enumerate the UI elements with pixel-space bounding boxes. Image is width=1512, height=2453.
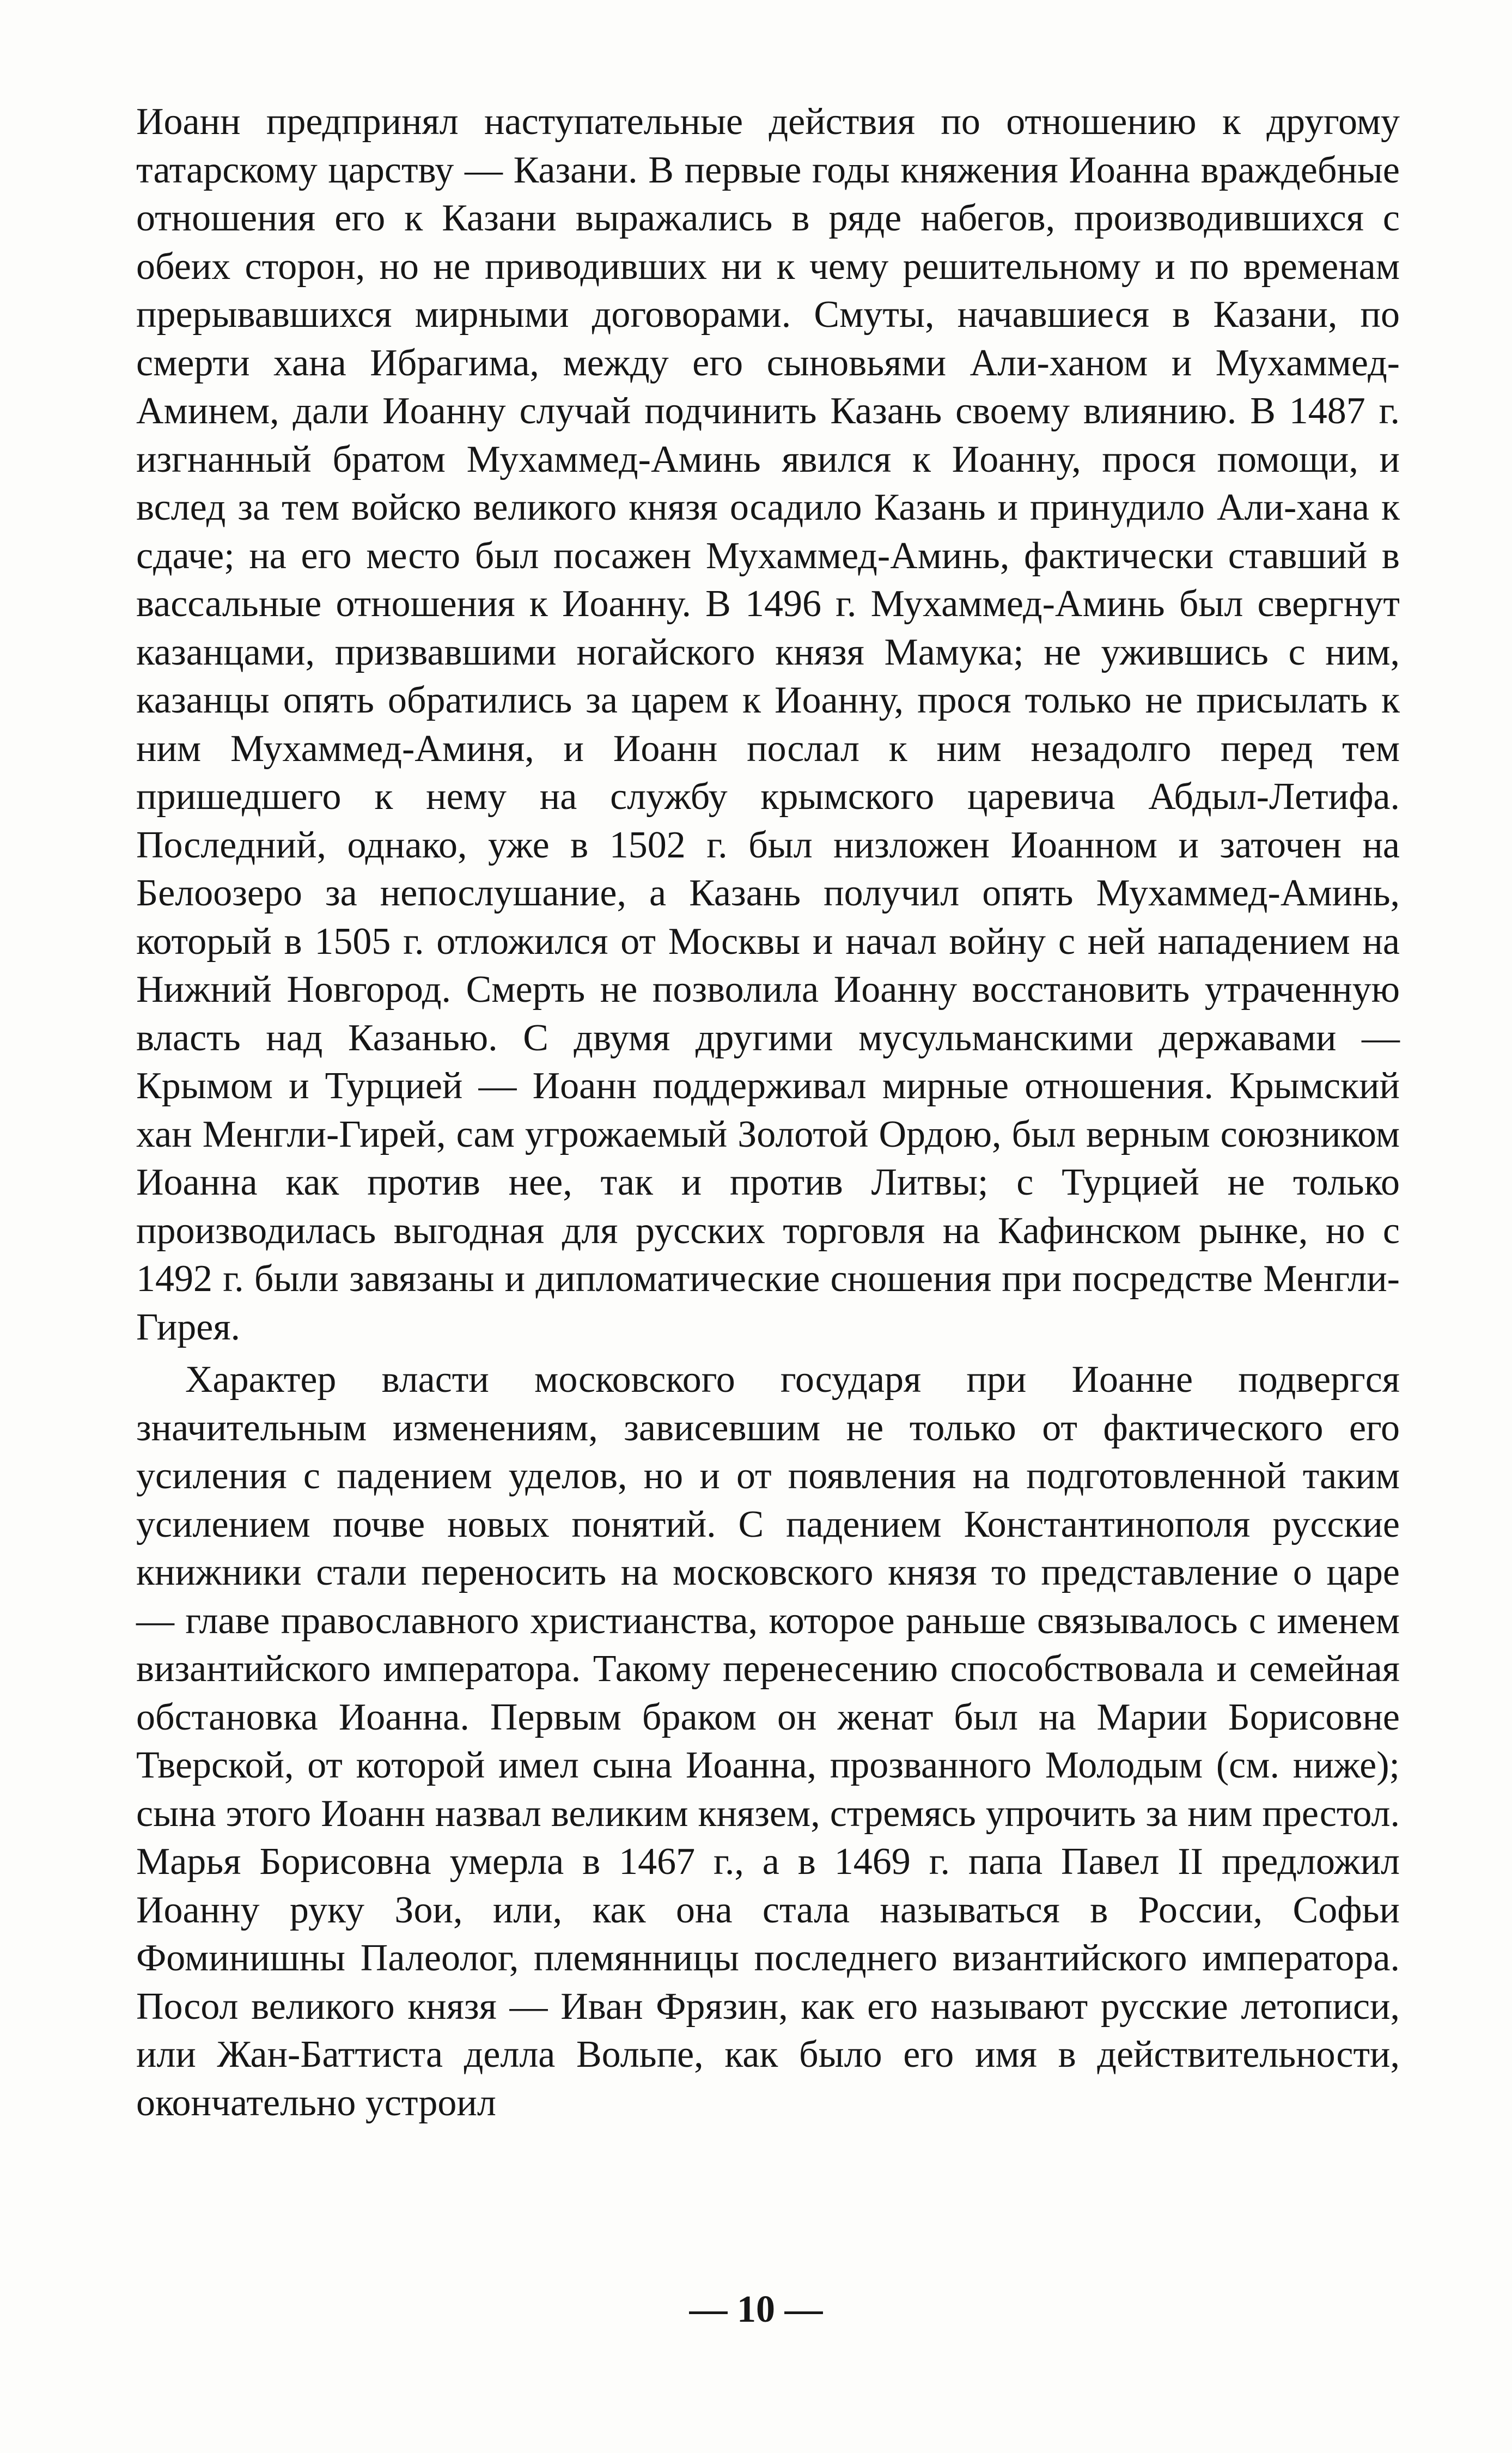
paragraph-2: Характер власти московского государя при Иоанне подвергся значительным изменениям, зависевшим не только от фактического его усиления с падением уделов, но и от появления на подготовленной таким усилением почве новых понятий. С падением Константинополя русские книжники стали переносить на московского князя то представление о царе — главе православного христианства, которое раньше связывалось с именем византийского императора. Такому перенесению способствовала и семейная обстановка Иоанна. Первым браком он женат был на Марии Борисовне Тверской, от которой имел сына Иоанна, прозванного Молодым (см. ниже); сына этого Иоанн назвал великим князем, стремясь упрочить за ним престол. Марья Борисовна умерла в 1467 г., а в 1469 г. папа Павел II предложил Иоанну руку Зои, или, как она стала называться в России, Софьи Фоминишны Палеолог, племянницы последнего византийского императора. Посол великого князя — Иван Фрязин, как его называют русские летописи, или Жан-Баттиста делла Вольпе, как было его имя в действительности, окончательно устроил xyxy=(136,1359,1400,2124)
body-text xyxy=(136,98,1400,2127)
paragraph-1: Иоанн предпринял наступательные действия по отношению к другому татарскому царству — Казани. В первые годы княжения Иоанна враждебные отношения его к Казани выражались в ряде набегов, производившихся с обеих сторон, но не приводивших ни к чему решительному и по временам прерывавшихся мирными договорами. Смуты, начавшиеся в Казани, по смерти хана Ибрагима, между его сыновьями Али-ханом и Мухаммед-Аминем, дали Иоанну случай подчинить Казань своему влиянию. В 1487 г. изгнанный братом Мухаммед-Аминь явился к Иоанну, прося помощи, и вслед за тем войско великого князя осадило Казань и принудило Али-хана к сдаче; на его место был посажен Мухаммед-Аминь, фактически ставший в вассальные отношения к Иоанну. В 1496 г. Мухаммед-Аминь был свергнут казанцами, призвавшими ногайского князя Мамука; не ужившись с ним, казанцы опять обратились за царем к Иоанну, прося только не присылать к ним Мухаммед-Аминя, и Иоанн послал к ним незадолго перед тем пришедшего к нему на службу крымского царевича Абдыл-Летифа. Последний, однако, уже в 1502 г. был низложен Иоанном и заточен на Белоозеро за непослушание, а Казань получил опять Мухаммед-Аминь, который в 1505 г. отложился от Москвы и начал войну с ней нападением на Нижний Новгород. Смерть не позволила Иоанну восстановить утраченную власть над Казанью. С двумя другими мусульманскими державами — Крымом и Турцией — Иоанн поддерживал мирные отношения. Крымский хан Менгли-Гирей, сам угрожаемый Золотой Ордою, был верным союзником Иоанна как против нее, так и против Литвы; с Турцией не только производилась выгодная для русских торговля на Кафинском рынке, но с 1492 г. были завязаны и дипломатические сношения при посредстве Менгли-Гирея. xyxy=(136,101,1400,1348)
page-number: — 10 — xyxy=(689,2288,823,2330)
